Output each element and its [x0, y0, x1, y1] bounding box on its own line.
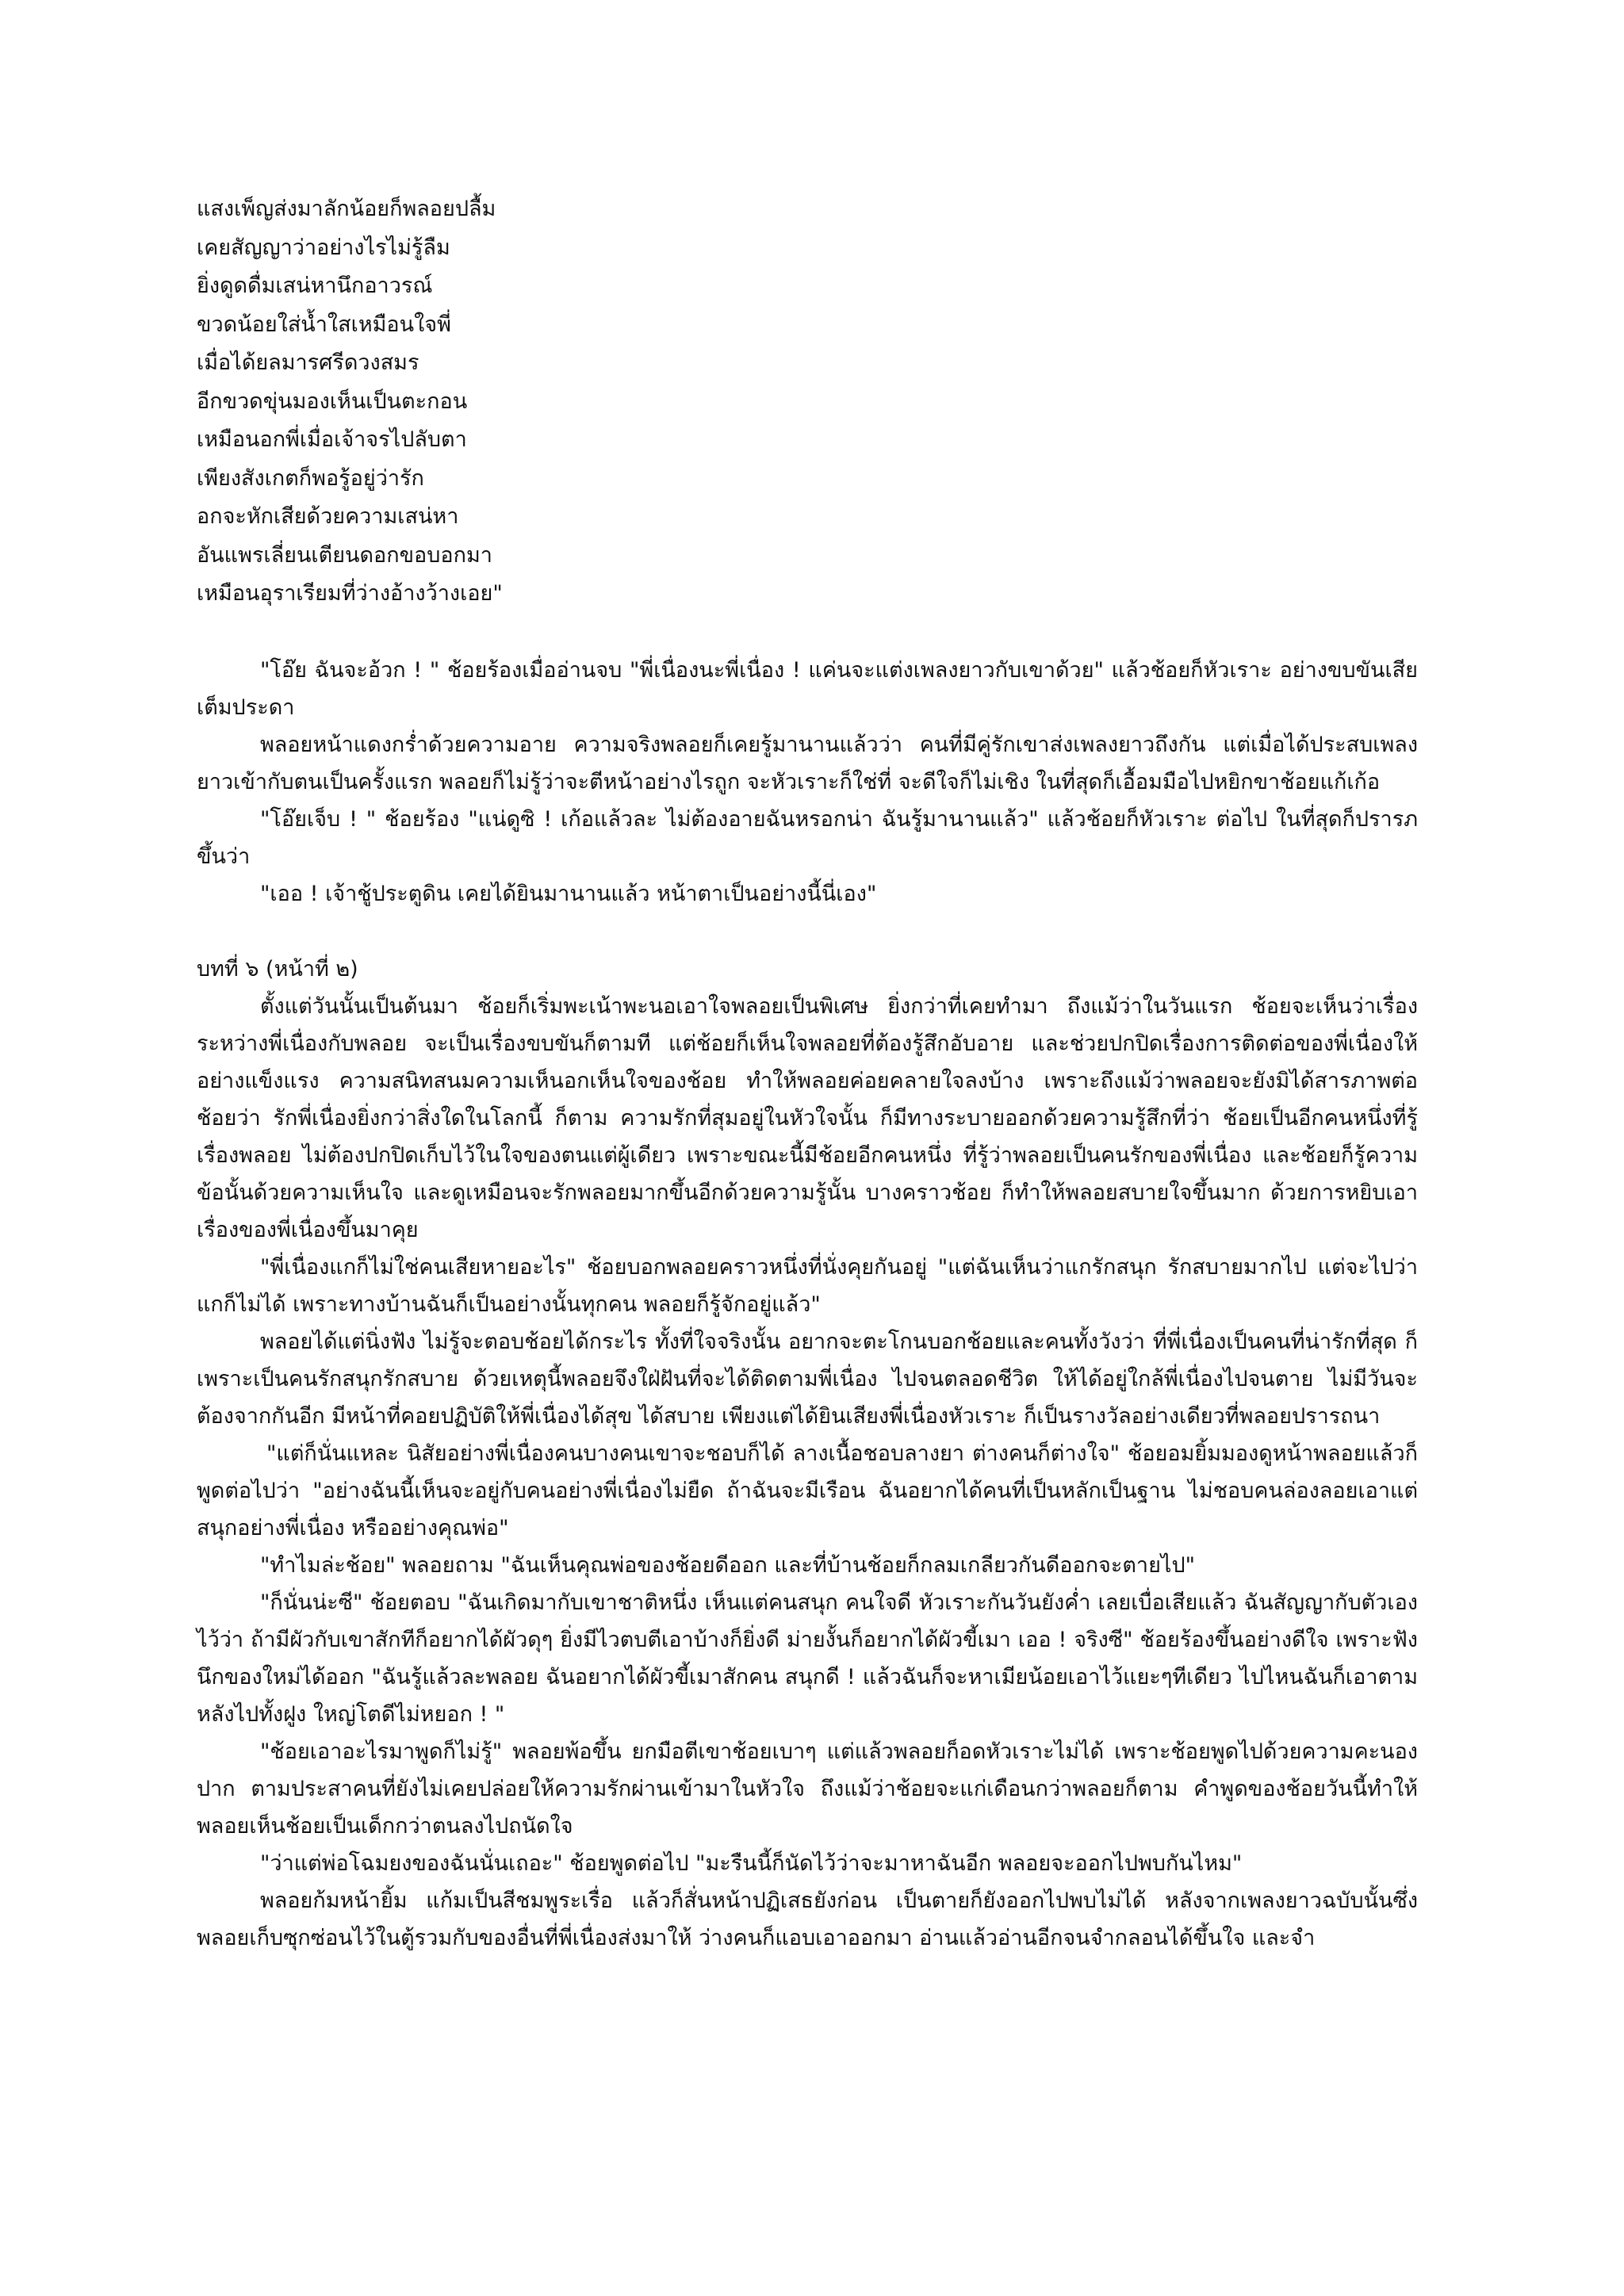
paragraph: "แต่ก็นั่นแหละ นิสัยอย่างพี่เนื่องคนบางคนเขาจะชอบก็ได้ ลางเนื้อชอบลางยา ต่างคนก็ต่างใจ" ช้อยอมยิ้มมองดูหน้าพลอยแล้วก็พูดต่อไปว่า "อย่างฉันนี้เห็นจะอยู่กับคนอย่างพี่เนื่องไม่ยืด ถ้าฉันจะมีเรือน ฉันอยากได้คนที่เป็นหลักเป็นฐาน ไม่ชอบคนล่องลอยเอาแต่สนุกอย่างพี่เนื่อง หรืออย่างคุณพ่อ" [197, 1441, 1418, 1540]
paragraph: ตั้งแต่วันนั้นเป็นต้นมา ช้อยก็เริ่มพะเน้าพะนอเอาใจพลอยเป็นพิเศษ ยิ่งกว่าที่เคยทำมา ถึงแม้ว่าในวันแรก ช้อยจะเห็นว่าเรื่องระหว่างพี่เนื่องกับพลอย จะเป็นเรื่องขบขันก็ตามที แต่ช้อยก็เห็นใจพลอยที่ต้องรู้สึกอับอาย และช่วยปกปิดเรื่องการติดต่อของพี่เนื่องให้อย่างแข็งแรง ความสนิทสนมความเห็นอกเห็นใจของช้อย ทำให้พลอยค่อยคลายใจลงบ้าง เพราะถึงแม้ว่าพลอยจะยังมิได้สารภาพต่อช้อยว่า รักพี่เนื่องยิ่งกว่าสิ่งใดในโลกนี้ ก็ตาม ความรักที่สุมอยู่ในหัวใจนั้น ก็มีทางระบายออกด้วยความรู้สึกที่ว่า ช้อยเป็นอีกคนหนึ่งที่รู้เรื่องพลอย ไม่ต้องปกปิดเก็บไว้ในใจของตนแต่ผู้เดียว เพราะขณะนี้มีช้อยอีกคนหนึ่ง ที่รู้ว่าพลอยเป็นคนรักของพี่เนื่อง และช้อยก็รู้ความข้อนั้นด้วยความเห็นใจ และดูเหมือนจะรักพลอยมากขึ้นอีกด้วยความรู้นั้น บางคราวช้อย ก็ทำให้พลอยสบายใจขึ้นมาก ด้วยการหยิบเอาเรื่องของพี่เนื่องขึ้นมาคุย [197, 993, 1418, 1242]
poem-line: เหมือนอุราเรียมที่ว่างอ้างว้างเอย" [197, 581, 503, 606]
paragraph: "โอ๊ย ฉันจะอ้วก ! " ช้อยร้องเมื่ออ่านจบ "พี่เนื่องนะพี่เนื่อง ! แค่นจะแต่งเพลงยาวกับเขาด้วย" แล้วช้อยก็หัวเราะ อย่างขบขันเสียเต็มประดา [197, 657, 1418, 720]
poem-line: เคยสัญญาว่าอย่างไรไม่รู้ลืม [197, 235, 450, 260]
poem-line: แสงเพ็ญส่งมาลักน้อยก็พลอยปลื้ม [197, 197, 496, 221]
poem-line: เหมือนอกพี่เมื่อเจ้าจรไปลับตา [197, 427, 467, 452]
poem-block [197, 190, 1418, 614]
poem-line: เพียงสังเกตก็พอรู้อยู่ว่ารัก [197, 465, 424, 491]
paragraph: "ช้อยเอาอะไรมาพูดก็ไม่รู้" พลอยพ้อขึ้น ยกมือตีเขาช้อยเบาๆ แต่แล้วพลอยก็อดหัวเราะไม่ได้ เพราะช้อยพูดไปด้วยความคะนองปาก ตามประสาคนที่ยังไม่เคยปล่อยให้ความรักผ่านเข้ามาในหัวใจ ถึงแม้ว่าช้อยจะแก่เดือนกว่าพลอยก็ตาม คำพูดของช้อยวันนี้ทำให้พลอยเห็นช้อยเป็นเด็กกว่าตนลงไปถนัดใจ [197, 1739, 1418, 1839]
poem-line: อันแพรเลี่ยนเตียนดอกขอบอกมา [197, 542, 492, 568]
paragraph: "เออ ! เจ้าชู้ประตูดิน เคยได้ยินมานานแล้ว หน้าตาเป็นอย่างนี้นี่เอง" [260, 881, 877, 906]
section-two [197, 951, 1418, 1957]
poem-line: อกจะหักเสียด้วยความเสน่หา [197, 504, 459, 529]
paragraph: "โอ๊ยเจ็บ ! " ช้อยร้อง "แน่ดูซิ ! เก้อแล้วละ ไม่ต้องอายฉันหรอกน่า ฉันรู้มานานแล้ว" แล้วช้อยก็หัวเราะ ต่อไป ในที่สุดก็ปรารภขึ้นว่า [197, 806, 1418, 869]
poem-line: เมื่อได้ยลมารศรีดวงสมร [197, 350, 419, 375]
spacer [197, 913, 1418, 951]
poem-line: อีกขวดขุ่นมองเห็นเป็นตะกอน [197, 388, 468, 414]
paragraph: "พี่เนื่องแกก็ไม่ใช่คนเสียหายอะไร" ช้อยบอกพลอยคราวหนึ่งที่นั่งคุยกันอยู่ "แต่ฉันเห็นว่าแกรักสนุก รักสบายมากไป แต่จะไปว่าแกก็ไม่ได้ เพราะทางบ้านฉันก็เป็นอย่างนั้นทุกคน พลอยก็รู้จักอยู่แล้ว" [197, 1254, 1418, 1317]
poem-line: ยิ่งดูดดื่มเสน่หานึกอาวรณ์ [197, 274, 433, 298]
spacer [197, 614, 1418, 652]
paragraph: "ว่าแต่พ่อโฉมยงของฉันนั่นเถอะ" ช้อยพูดต่อไป "มะรืนนี้ก็นัดไว้ว่าจะมาหาฉันอีก พลอยจะออกไปพบกันไหม" [260, 1850, 1243, 1876]
paragraph: พลอยก้มหน้ายิ้ม แก้มเป็นสีชมพูระเรื่อ แล้วก็สั่นหน้าปฏิเสธยังก่อน เป็นตายก็ยังออกไปพบไม่ได้ หลังจากเพลงยาวฉบับนั้นซึ่งพลอยเก็บซุกซ่อนไว้ในตู้รวมกับของอื่นที่พี่เนื่องส่งมาให้ ว่างคนก็แอบเอาออกมา อ่านแล้วอ่านอีกจนจำกลอนได้ขึ้นใจ และจำ [197, 1888, 1418, 1950]
poem-line: ขวดน้อยใส่น้ำใสเหมือนใจพี่ [197, 312, 451, 337]
paragraph: "ทำไมล่ะช้อย" พลอยถาม "ฉันเห็นคุณพ่อของช้อยดีออก และที่บ้านช้อยก็กลมเกลียวกันดีออกจะตายไป" [260, 1552, 1196, 1578]
paragraph: พลอยได้แต่นิ่งฟัง ไม่รู้จะตอบช้อยได้กระไร ทั้งที่ใจจริงนั้น อยากจะตะโกนบอกช้อยและคนทั้งวังว่า ที่พี่เนื่องเป็นคนที่น่ารักที่สุด ก็เพราะเป็นคนรักสนุกรักสบาย ด้วยเหตุนี้พลอยจึงใฝ่ฝันที่จะได้ติดตามพี่เนื่อง ไปจนตลอดชีวิต ให้ได้อยู่ใกล้พี่เนื่องไปจนตาย ไม่มีวันจะต้องจากกันอีก มีหน้าที่คอยปฏิบัติให้พี่เนื่องได้สุข ได้สบาย เพียงแต่ได้ยินเสียงพี่เนื่องหัวเราะ ก็เป็นรางวัลอย่างเดียวที่พลอยปรารถนา [197, 1329, 1418, 1429]
paragraph: พลอยหน้าแดงกร่ำด้วยความอาย ความจริงพลอยก็เคยรู้มานานแล้วว่า คนที่มีคู่รักเขาส่งเพลงยาวถึงกัน แต่เมื่อได้ประสบเพลงยาวเข้ากับตนเป็นครั้งแรก พลอยก็ไม่รู้ว่าจะตีหน้าอย่างไรถูก จะหัวเราะก็ใช่ที่ จะดีใจก็ไม่เชิง ในที่สุดก็เอื้อมมือไปหยิกขาช้อยแก้เก้อ [197, 732, 1418, 794]
chapter-heading: บทที่ ๖ (หน้าที่ ๒) [197, 956, 358, 982]
section-one [197, 652, 1418, 913]
paragraph: "ก็นั่นน่ะซี" ช้อยตอบ "ฉันเกิดมากับเขาชาติหนึ่ง เห็นแต่คนสนุก คนใจดี หัวเราะกันวันยังค่ำ เลยเบื่อเสียแล้ว ฉันสัญญากับตัวเองไว้ว่า ถ้ามีผัวกับเขาสักทีก็อยากได้ผัวดุๆ ยิ่งมีไวตบตีเอาบ้างก็ยิ่งดี ม่ายงั้นก็อยากได้ผัวขี้เมา เออ ! จริงซี" ช้อยร้องขึ้นอย่างดีใจ เพราะฟังนึกของใหม่ได้ออก "ฉันรู้แล้วละพลอย ฉันอยากได้ผัวขี้เมาสักคน สนุกดี ! แล้วฉันก็จะหาเมียน้อยเอาไว้แยะๆทีเดียว ไปไหนฉันก็เอาตามหลังไปทั้งฝูง ใหญ่โตดีไม่หยอก ! " [197, 1590, 1418, 1727]
